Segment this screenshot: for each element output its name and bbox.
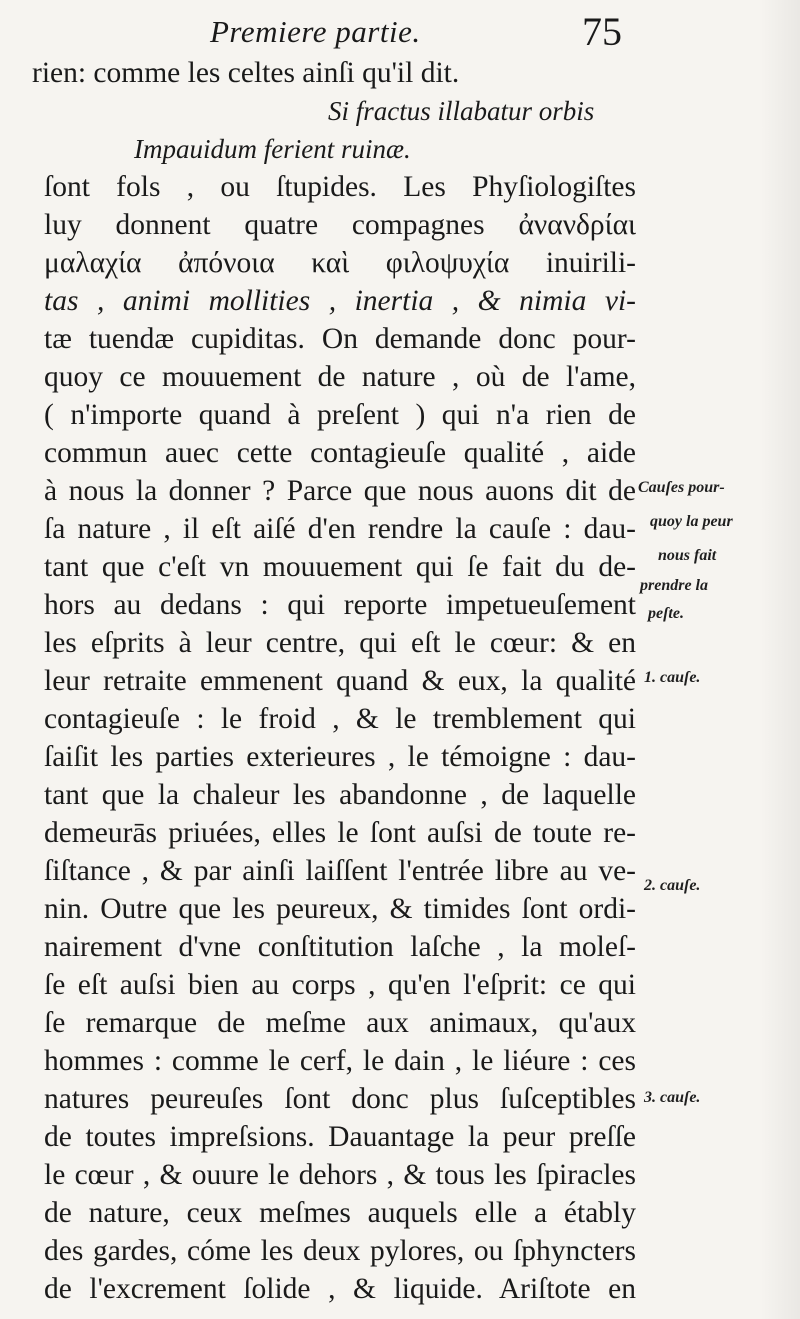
text-line: de nature, ceux meſmes auquels elle a étably bbox=[44, 1197, 636, 1229]
text-line: quoy ce mouuement de nature , où de l'ame, bbox=[44, 361, 636, 393]
margin-note: 1. cauſe. bbox=[644, 669, 701, 686]
text-line: hommes : comme le cerf, le dain , le liéure : ces bbox=[44, 1045, 636, 1077]
margin-note: Cauſes pour- bbox=[638, 479, 725, 496]
margin-note: 3. cauſe. bbox=[644, 1089, 701, 1106]
text-line: tant que la chaleur les abandonne , de laquelle bbox=[44, 779, 636, 811]
text-line: nairement d'vne conſtitution laſche , la moleſ- bbox=[44, 931, 636, 963]
text-line: ſiſtance , & par ainſi laiſſent l'entrée libre au ve- bbox=[44, 855, 636, 887]
page-header bbox=[0, 9, 800, 54]
page-number: 75 bbox=[582, 9, 622, 54]
margin-note: nous fait bbox=[658, 547, 717, 564]
text-line: leur retraite emmenent quand & eux, la qualité bbox=[44, 665, 636, 697]
text-line: tas , animi mollities , inertia , & nimia vi- bbox=[44, 285, 636, 317]
text-line: des gardes, cóme les deux pylores, ou ſphyncters bbox=[44, 1235, 636, 1267]
text-line: ſe remarque de meſme aux animaux, qu'aux bbox=[44, 1007, 636, 1039]
text-line: natures peureuſes ſont donc plus ſuſceptibles bbox=[44, 1083, 636, 1115]
text-line: tant que c'eſt vn mouuement qui ſe fait du de- bbox=[44, 551, 636, 583]
text-line: demeurās priuées, elles le ſont auſsi de toute re- bbox=[44, 817, 636, 849]
text-line: ( n'importe quand à preſent ) qui n'a rien de bbox=[44, 399, 636, 431]
verse-line: Impauidum ferient ruinæ. bbox=[134, 134, 411, 164]
margin-note: prendre la bbox=[640, 577, 708, 594]
margin-note: quoy la peur bbox=[650, 513, 733, 530]
text-line: ſa nature , il eſt aiſé d'en rendre la cauſe : dau- bbox=[44, 513, 636, 545]
text-line: de l'excrement ſolide , & liquide. Ariſtote en bbox=[44, 1273, 636, 1305]
text-line: ſe eſt auſsi bien au corps , qu'en l'eſprit: ce qui bbox=[44, 969, 636, 1001]
text-line: μαλαχία ἀπόνοια καὶ φιλοψυχία inuirili- bbox=[44, 247, 636, 279]
verse-line: Si fractus illabatur orbis bbox=[328, 96, 595, 126]
text-line: luy donnent quatre compagnes ἀνανδρίαι bbox=[44, 209, 636, 241]
text-line: tæ tuendæ cupiditas. On demande donc pour- bbox=[44, 323, 636, 355]
text-line: ſont fols , ou ſtupides. Les Phyſiologiſtes bbox=[44, 171, 636, 203]
running-title: Premiere partie. bbox=[210, 14, 421, 49]
text-line: nin. Outre que les peureux, & timides ſont ordi- bbox=[44, 893, 636, 925]
text-line: à nous la donner ? Parce que nous auons dit de bbox=[44, 475, 636, 507]
text-line: le cœur , & ouure le dehors , & tous les ſpiracles bbox=[44, 1159, 636, 1191]
text-line: hors au dedans : qui reporte impetueuſement bbox=[44, 589, 636, 621]
text-line: rien: comme les celtes ainſi qu'il dit. bbox=[32, 57, 460, 89]
text-line: de toutes impreſsions. Dauantage la peur preſſe bbox=[44, 1121, 636, 1153]
text-line: contagieuſe : le froid , & le tremblement qui bbox=[44, 703, 636, 735]
text-line: ſaiſit les parties exterieures , le témoigne : dau- bbox=[44, 741, 636, 773]
margin-note: peſte. bbox=[648, 605, 684, 622]
text-line: commun auec cette contagieuſe qualité , aide bbox=[44, 437, 636, 469]
margin-note: 2. cauſe. bbox=[644, 877, 701, 894]
text-line: les eſprits à leur centre, qui eſt le cœur: & en bbox=[44, 627, 636, 659]
